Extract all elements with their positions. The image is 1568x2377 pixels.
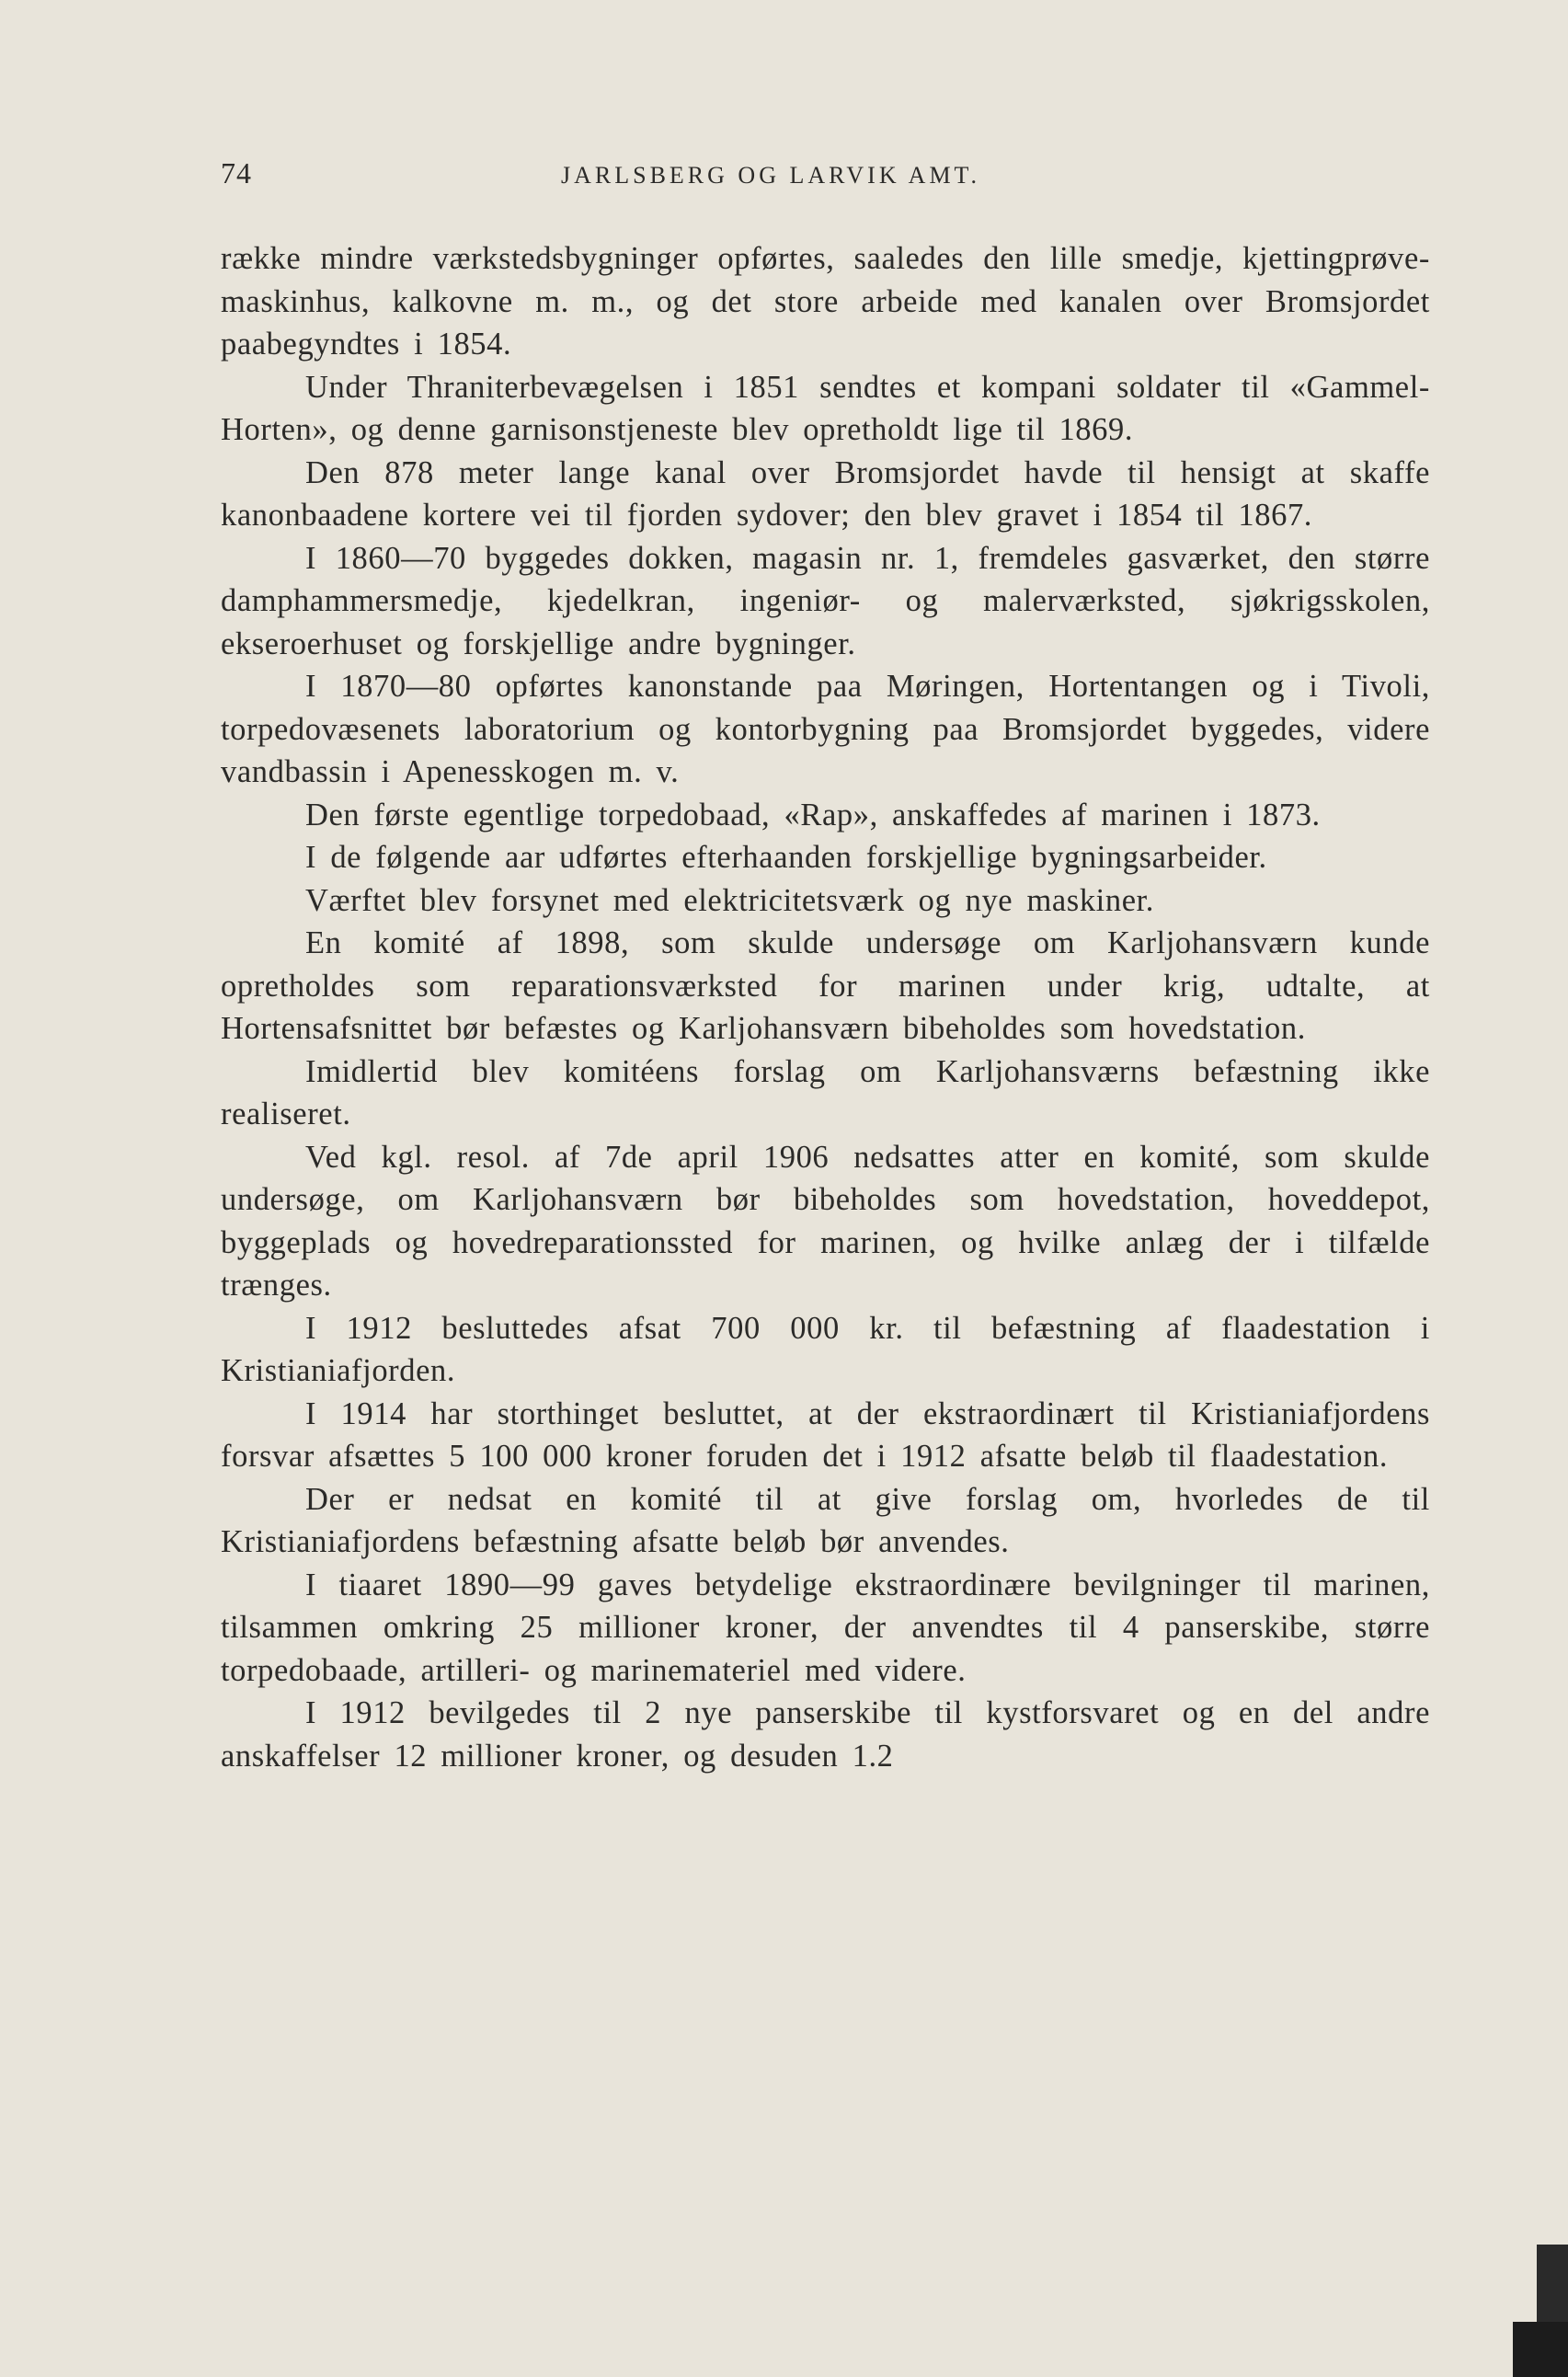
paragraph: I 1912 bevilgedes til 2 nye panserskibe til kystforsvaret og en del andre anskaffelser 12 millioner kroner, og desuden 1.2 <box>221 1695 1430 1774</box>
paragraph: Under Thraniterbevægelsen i 1851 sendtes et kompani soldater til «Gammel-Horten», og denne garnisonstjeneste blev opretholdt lige til 1869. <box>221 369 1430 447</box>
page-header <box>221 156 1425 193</box>
running-head: JARLSBERG OG LARVIK AMT. <box>561 162 981 189</box>
paragraph: Der er nedsat en komité til at give forslag om, hvorledes de til Kristianiafjordens befæstning afsatte beløb bør anvendes. <box>221 1481 1430 1559</box>
paragraph: I de følgende aar udførtes efterhaanden forskjellige bygningsarbeider. <box>305 840 1267 875</box>
paragraph: En komité af 1898, som skulde undersøge om Karljohansværn kunde opretholdes som reparationsværksted for marinen under krig, udtalte, at Hortensafsnittet bør befæstes og Karljohansværn bibeholdes som hovedstation. <box>221 925 1430 1046</box>
page-number: 74 <box>221 156 252 189</box>
paragraph: Den 878 meter lange kanal over Bromsjordet havde til hensigt at skaffe kanonbaadene kortere vei til fjorden sydover; den blev gravet i 1854 til 1867. <box>221 454 1430 533</box>
paragraph: Imidlertid blev komitéens forslag om Karljohansværns befæstning ikke realiseret. <box>221 1053 1430 1131</box>
paragraph: I 1914 har storthinget besluttet, at der ekstraordinært til Kristianiafjordens forsvar afsættes 5 100 000 kroner foruden det i 1912 afsatte beløb til flaadestation. <box>221 1395 1430 1474</box>
body-text <box>221 237 1430 1777</box>
paragraph: I 1870—80 opførtes kanonstande paa Møringen, Hortentangen og i Tivoli, torpedovæsenets laboratorium og kontorbygning paa Bromsjordet byggedes, videre vandbassin i Apenesskogen m. v. <box>221 669 1430 789</box>
paragraph: Den første egentlige torpedobaad, «Rap», anskaffedes af marinen i 1873. <box>305 797 1321 833</box>
paragraph: Værftet blev forsynet med elektricitetsværk og nye maskiner. <box>305 882 1155 918</box>
paragraph: række mindre værkstedsbygninger opførtes, saaledes den lille smedje, kjettingprøve-maskinhus, kalkovne m. m., og det store arbeide med kanalen over Bromsjordet paabegyndtes i 1854. <box>221 241 1430 362</box>
scan-corner-shadow <box>1513 2322 1568 2377</box>
paragraph: Ved kgl. resol. af 7de april 1906 nedsattes atter en komité, som skulde undersøge, om Karljohansværn bør bibeholdes som hovedstation, hoveddepot, byggeplads og hovedreparationssted for marinen, og hvilke anlæg der i tilfælde trænges. <box>221 1139 1430 1303</box>
paragraph: I 1860—70 byggedes dokken, magasin nr. 1, fremdeles gasværket, den større damphammersmedje, kjedelkran, ingeniør- og malerværksted, sjøkrigsskolen, ekseroerhuset og forskjellige andre bygninger. <box>221 540 1430 661</box>
paragraph: I tiaaret 1890—99 gaves betydelige ekstraordinære bevilgninger til marinen, tilsammen omkring 25 millioner kroner, der anvendtes til 4 panserskibe, større torpedobaade, artilleri- og marinemateriel med videre. <box>221 1567 1430 1688</box>
paragraph: I 1912 besluttedes afsat 700 000 kr. til befæstning af flaadestation i Kristianiafjorden. <box>221 1310 1430 1388</box>
